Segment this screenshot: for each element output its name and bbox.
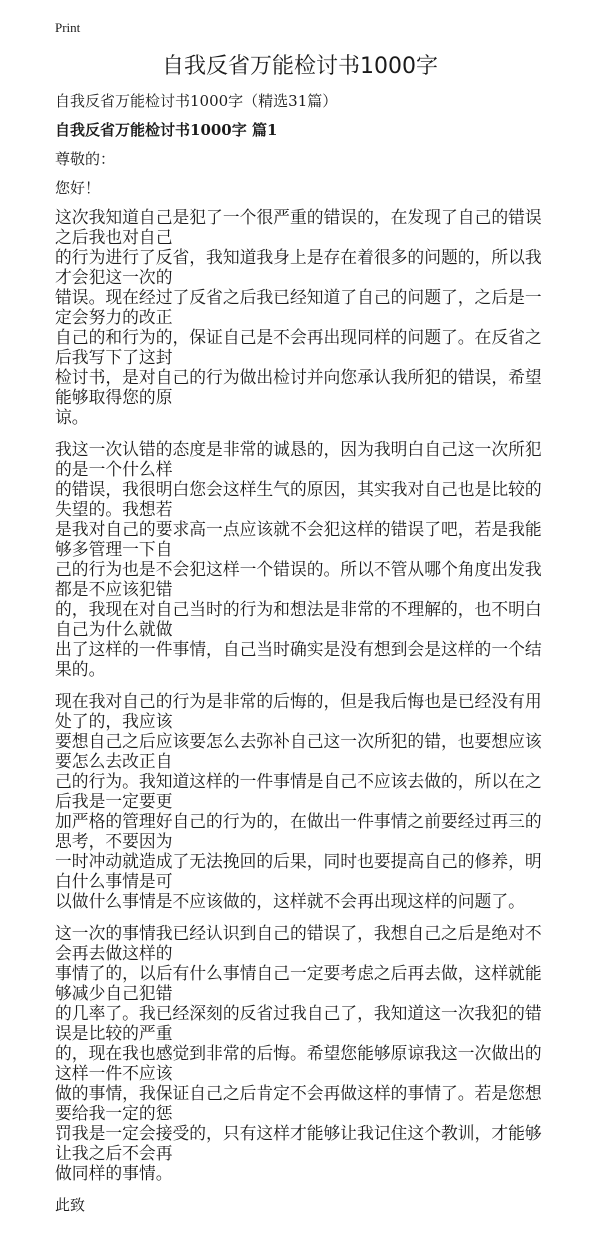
- paragraph-line: 事情了的，以后有什么事情自己一定要考虑之后再去做，这样就能够减少自己犯错: [55, 963, 542, 1003]
- paragraph-line: 己的行为。我知道这样的一件事情是自己不应该去做的，所以在之后我是一定要更: [55, 771, 542, 811]
- paragraph-line: 这一次的事情我已经认识到自己的错误了，我想自己之后是绝对不会再去做这样的: [55, 923, 542, 963]
- paragraph-line: 出了这样的一件事情，自己当时确实是没有想到会是这样的一个结果的。: [55, 639, 542, 679]
- paragraph-line: 做同样的事情。: [55, 1163, 173, 1183]
- paragraph-line: 错误。现在经过了反省之后我已经知道了自己的问题了，之后是一定会努力的改正: [55, 287, 542, 327]
- paragraph-line: 现在我对自己的行为是非常的后悔的，但是我后悔也是已经没有用处了的，我应该: [55, 691, 542, 731]
- paragraph-line: 己的行为也是不会犯这样一个错误的。所以不管从哪个角度出发我都是不应该犯错: [55, 559, 542, 599]
- greeting: 您好！: [55, 179, 101, 197]
- paragraph-line: 检讨书，是对自己的行为做出检讨并向您承认我所犯的错误，希望能够取得您的原: [55, 367, 542, 407]
- paragraph-line: 罚我是一定会接受的，只有这样才能够让我记住这个教训，才能够让我之后不会再: [55, 1123, 542, 1163]
- paragraph-line: 的几率了。我已经深刻的反省过我自己了，我知道这一次我犯的错误是比较的严重: [55, 1003, 542, 1043]
- body-paragraph: [55, 691, 545, 911]
- paragraph-line: 我这一次认错的态度是非常的诚恳的，因为我明白自己这一次所犯的是一个什么样: [55, 439, 542, 479]
- print-link[interactable]: Print: [55, 20, 81, 35]
- paragraph-line: 以做什么事情是不应该做的，这样就不会再出现这样的问题了。: [55, 891, 525, 911]
- paragraph-line: 是我对自己的要求高一点应该就不会犯这样的错误了吧，若是我能够多管理一下自: [55, 519, 542, 559]
- body-paragraph: [55, 923, 545, 1183]
- paragraph-line: 这次我知道自己是犯了一个很严重的错误的，在发现了自己的错误之后我也对自己: [55, 207, 542, 247]
- paragraph-line: 的，现在我也感觉到非常的后悔。希望您能够原谅我这一次做出的这样一件不应该: [55, 1043, 542, 1083]
- paragraph-line: 要想自己之后应该要怎么去弥补自己这一次所犯的错，也要想应该要怎么去改正自: [55, 731, 542, 771]
- closing: 此致: [55, 1196, 86, 1214]
- salutation: 尊敬的：: [55, 150, 116, 168]
- paragraph-line: 加严格的管理好自己的行为的，在做出一件事情之前要经过再三的思考，不要因为: [55, 811, 542, 851]
- paragraph-line: 谅。: [55, 407, 89, 427]
- body-paragraph: [55, 439, 545, 679]
- letter-body: [55, 207, 545, 1183]
- document-subtitle: 自我反省万能检讨书1000字（精选31篇）: [55, 92, 338, 110]
- paragraph-line: 的行为进行了反省，我知道我身上是存在着很多的问题的，所以我才会犯这一次的: [55, 247, 542, 287]
- paragraph-line: 的，我现在对自己当时的行为和想法是非常的不理解的，也不明白自己为什么就做: [55, 599, 542, 639]
- paragraph-line: 的错误，我很明白您会这样生气的原因，其实我对自己也是比较的失望的。我想若: [55, 479, 542, 519]
- body-paragraph: [55, 207, 545, 427]
- paragraph-line: 一时冲动就造成了无法挽回的后果，同时也要提高自己的修养，明白什么事情是可: [55, 851, 542, 891]
- page-title: 自我反省万能检讨书1000字: [162, 54, 438, 79]
- paragraph-line: 做的事情，我保证自己之后肯定不会再做这样的事情了。若是您想要给我一定的惩: [55, 1083, 542, 1123]
- section-heading: 自我反省万能检讨书1000字 篇1: [55, 121, 278, 139]
- paragraph-line: 自己的和行为的，保证自己是不会再出现同样的问题了。在反省之后我写下了这封: [55, 327, 542, 367]
